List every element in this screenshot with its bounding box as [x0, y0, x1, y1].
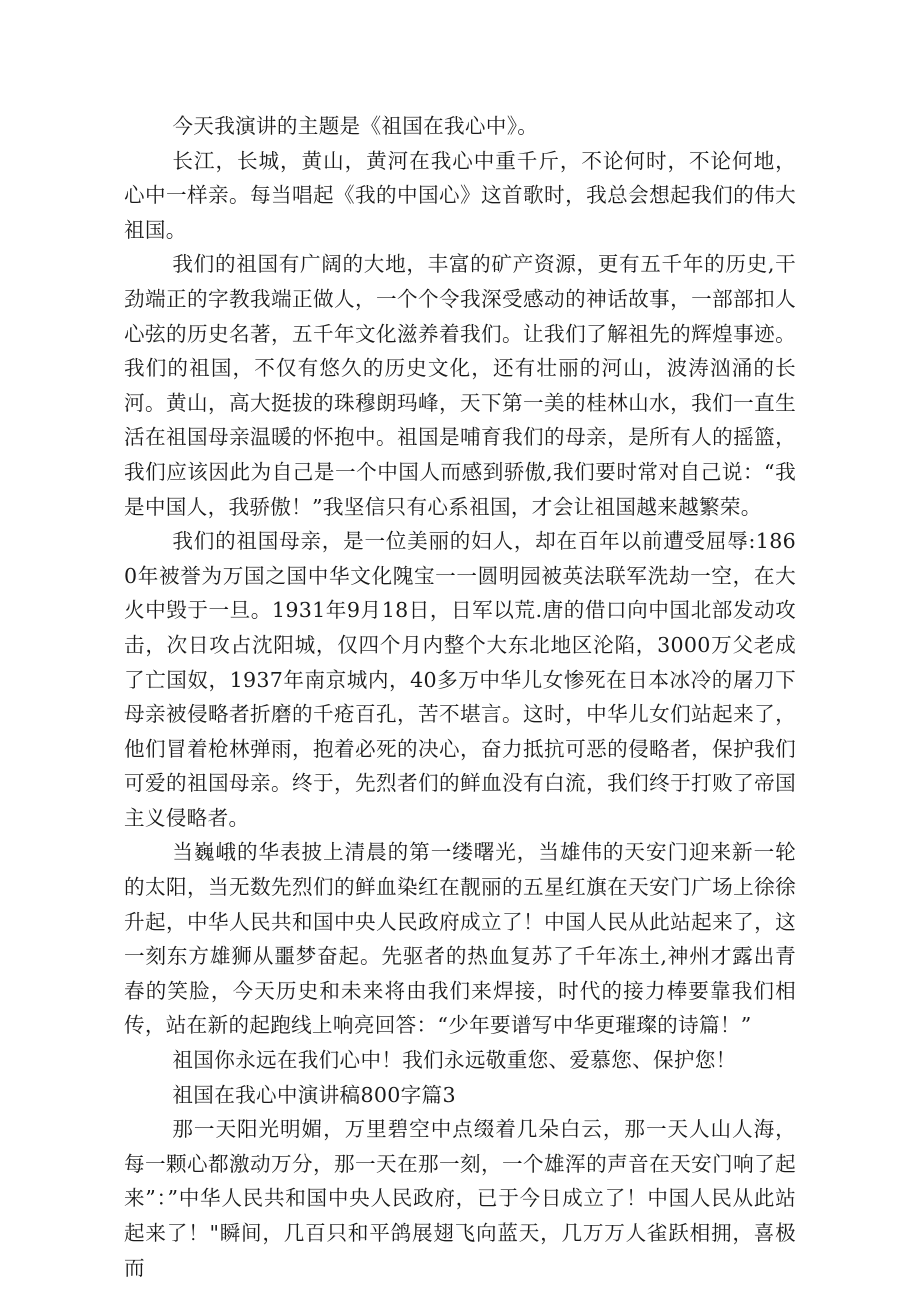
paragraph-that-day: 那一天阳光明媚，万里碧空中点缀着几朵白云，那一天人山人海，每一颗心都激动万分，那一天在那一刻，一个雄浑的声音在天安门响了起来”：”中华人民共和国中央人民政府，已于今日成立了！中国人民从此站起来了！"瞬间，几百只和平鸽展翅飞向蓝天，几万万人雀跃相拥，喜极而 — [124, 1117, 796, 1280]
document-body — [124, 109, 796, 1285]
section-heading: 祖国在我心中演讲稿800字篇3 — [172, 1082, 456, 1107]
paragraph-humiliation: 我们的祖国母亲，是一位美丽的妇人，却在百年以前遭受屈辱:1860年被誉为万国之国中华文化隗宝一一圆明园被英法联军洗劫一空，在大火中毁于一旦。1931年9月18日，日军以荒.唐的借口向中国北部发动攻击，次日攻占沈阳城，仅四个月内整个大东北地区沦陷，3000万父老成了亡国奴，1937年南京城内，40多万中华儿女惨死在日本冰冷的屠刀下母亲被侵略者折磨的千疮百孔，苦不堪言。这时，中华儿女们站起来了，他们冒着枪林弹雨，抱着必死的决心，奋力抵抗可恶的侵略者，保护我们可爱的祖国母亲。终于，先烈者们的鲜血没有白流，我们终于打败了帝国主义侵略者。 — [124, 529, 796, 830]
paragraph-founding: 当巍峨的华表披上清晨的第一缕曙光，当雄伟的天安门迎来新一轮的太阳，当无数先烈们的鲜血染红在靓丽的五星红旗在天安门广场上徐徐升起，中华人民共和国中央人民政府成立了！中国人民从此站起来了，这一刻东方雄狮从噩梦奋起。先驱者的热血复苏了千年冻土,神州才露出青春的笑脸，今天历史和未来将由我们来焊接，时代的接力棒要靠我们相传，站在新的起跑线上响亮回答：“少年要谱写中华更璀璨的诗篇！” — [124, 840, 796, 1038]
paragraph-closing: 祖国你永远在我们心中！我们永远敬重您、爱慕您、保护您！ — [172, 1048, 737, 1073]
paragraph-rivers: 长江，长城，黄山，黄河在我心中重千斤，不论何时，不论何地，心中一样亲。每当唱起《我的中国心》这首歌时，我总会想起我们的伟大祖国。 — [124, 148, 796, 242]
paragraph-history: 我们的祖国有广阔的大地，丰富的矿产资源，更有五千年的历史,干劲端正的字教我端正做人，一个个令我深受感动的神话故事，一部部扣人心弦的历史名著，五千年文化滋养着我们。让我们了解祖先的辉煌事迹。我们的祖国，不仅有悠久的历史文化，还有壮丽的河山，波涛汹涌的长河。黄山，高大挺拔的珠穆朗玛峰，天下第一美的桂林山水，我们一直生活在祖国母亲温暖的怀抱中。祖国是哺育我们的母亲，是所有人的摇篮，我们应该因此为自己是一个中国人而感到骄傲,我们要时常对自己说：“我是中国人，我骄傲！”我坚信只有心系祖国，才会让祖国越来越繁荣。 — [124, 252, 796, 519]
paragraph-intro: 今天我演讲的主题是《祖国在我心中》。 — [172, 114, 539, 138]
